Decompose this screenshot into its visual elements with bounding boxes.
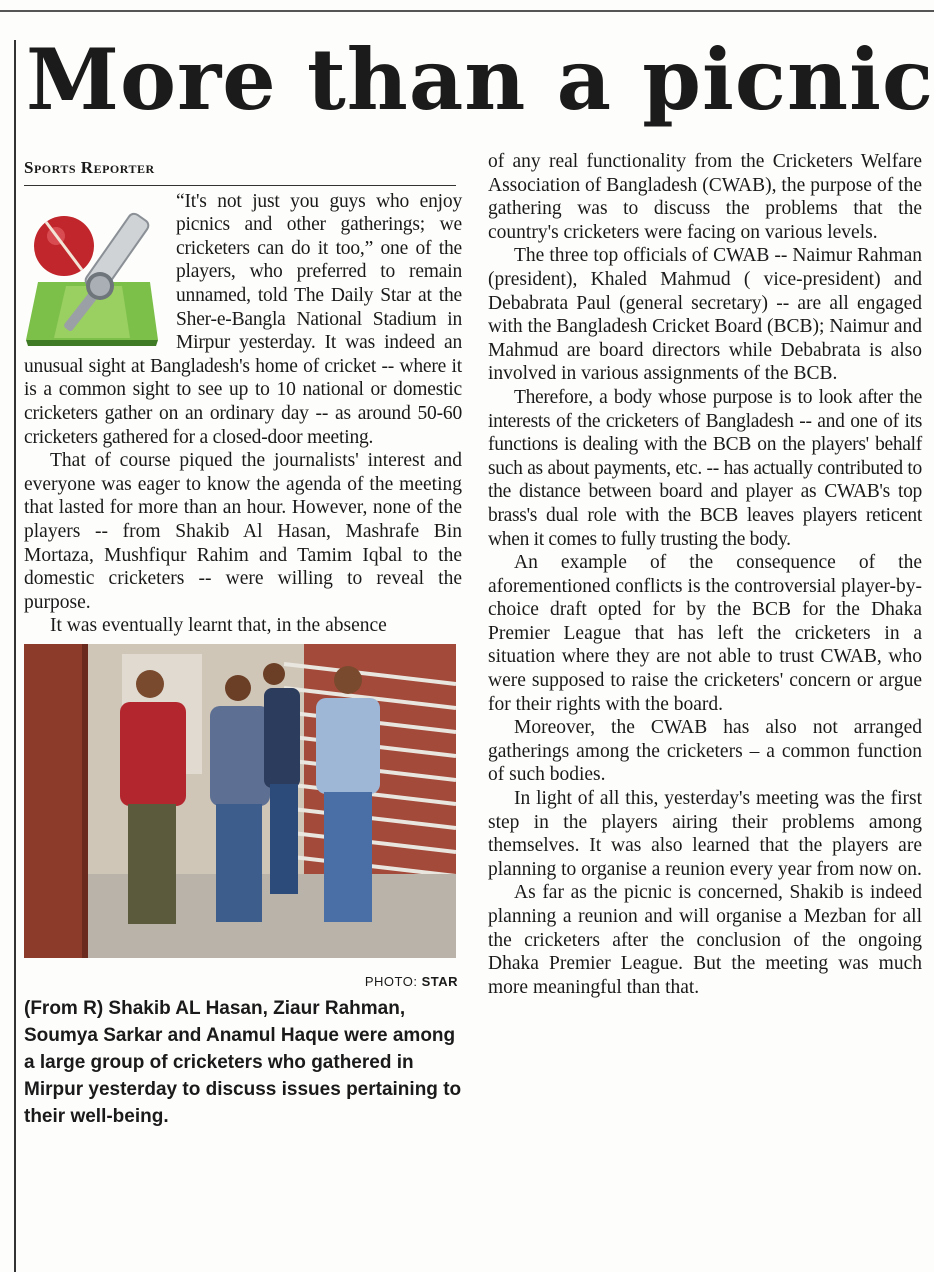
paragraph: In light of all this, yesterday's meeting was the first step in the players airing their problems among themselves. It was also learned that the players are planning to organise a reunion every year from now on. xyxy=(488,788,922,880)
person xyxy=(316,666,380,922)
paragraph: An example of the consequence of the aforementioned conflicts is the controversial player-by-choice draft opted for by the BCB for the Dhaka Premier League that has left the cricketers in a situation where they are not able to trust CWAB, who were supposed to raise the cricketers' concern or argue for their rights with the board. xyxy=(488,552,922,715)
paragraph: The three top officials of CWAB -- Naimur Rahman (president), Khaled Mahmud ( vice-president) and Debabrata Paul (general secretary) -- are all engaged with the Bangladesh Cricket Board (BCB); Naimur and Mahmud are board directors while Debabrata is also involved in various assignments of the BCB. xyxy=(488,245,922,385)
photo-caption: (From R) Shakib AL Hasan, Ziaur Rahman, Soumya Sarkar and Anamul Haque were among a large group of cricketers who gathered in Mirpur yesterday to discuss issues pertaining to their well-being. xyxy=(24,998,462,1128)
photo-credit xyxy=(24,970,458,994)
byline xyxy=(24,150,462,186)
paragraph: Moreover, the CWAB has also not arranged gatherings among the cricketers – a common function of such bodies. xyxy=(488,717,922,786)
byline-text: Sports Reporter xyxy=(24,158,155,177)
paragraph: It was eventually learnt that, in the absence xyxy=(50,615,387,637)
sports-illustration xyxy=(24,200,164,350)
headline: More than a picnic xyxy=(26,30,934,129)
top-rule xyxy=(0,10,934,12)
cricketers-photo-illustration xyxy=(24,644,456,958)
news-photo xyxy=(24,644,456,958)
paragraph: Therefore, a body whose purpose is to look after the interests of the cricketers of Bangladesh -- and one of its functions is dealing with the BCB on the players' behalf such as about payments, etc. -- has actually contributed to the distance between board and player as CWAB's top brass's dual role with the BCB leaves players reticent when it comes to fully trusting the body. xyxy=(488,386,922,550)
photo-credit-source: STAR xyxy=(421,973,458,989)
right-column xyxy=(488,150,922,999)
paragraph: “It's not just you guys who enjoy picnics and other gatherings; we cricketers can do it too,” one of the players, who preferred to remain unnamed, told The Daily Star at the Sher-e-Bangla National Stadium in Mirpur yesterday. It was indeed an unusual sight at Bangladesh's home of cricket -- where it is a common sight to see up to 10 national or domestic cricketers gather on an ordinary day -- as around 50-60 cricketers gathered for a closed-door meeting. xyxy=(24,190,462,448)
cricket-ball-icon xyxy=(34,216,94,276)
paragraph: That of course piqued the journalists' interest and everyone was eager to know the agenda of the meeting that lasted for more than an hour. However, none of the players -- from Shakib Al Hasan, Mashrafe Bin Mortaza, Mushfiqur Rahim and Tamim Iqbal to the domestic cricketers -- were willing to reveal the purpose. xyxy=(24,450,462,613)
byline-rule xyxy=(24,185,456,186)
left-column xyxy=(24,150,462,1130)
photo-credit-label: PHOTO: xyxy=(364,973,418,989)
person xyxy=(210,675,270,922)
paragraph: of any real functionality from the Cricketers Welfare Association of Bangladesh (CWAB), the purpose of the gathering was to discuss the problems that the country's cricketers were facing on various levels. xyxy=(488,151,922,243)
left-column-rule xyxy=(14,40,16,1272)
paragraph: As far as the picnic is concerned, Shakib is indeed planning a reunion and will organise a Mezban for all the cricketers after the conclusion of the ongoing Dhaka Premier League. But the meeting was much more meaningful than that. xyxy=(488,882,922,998)
